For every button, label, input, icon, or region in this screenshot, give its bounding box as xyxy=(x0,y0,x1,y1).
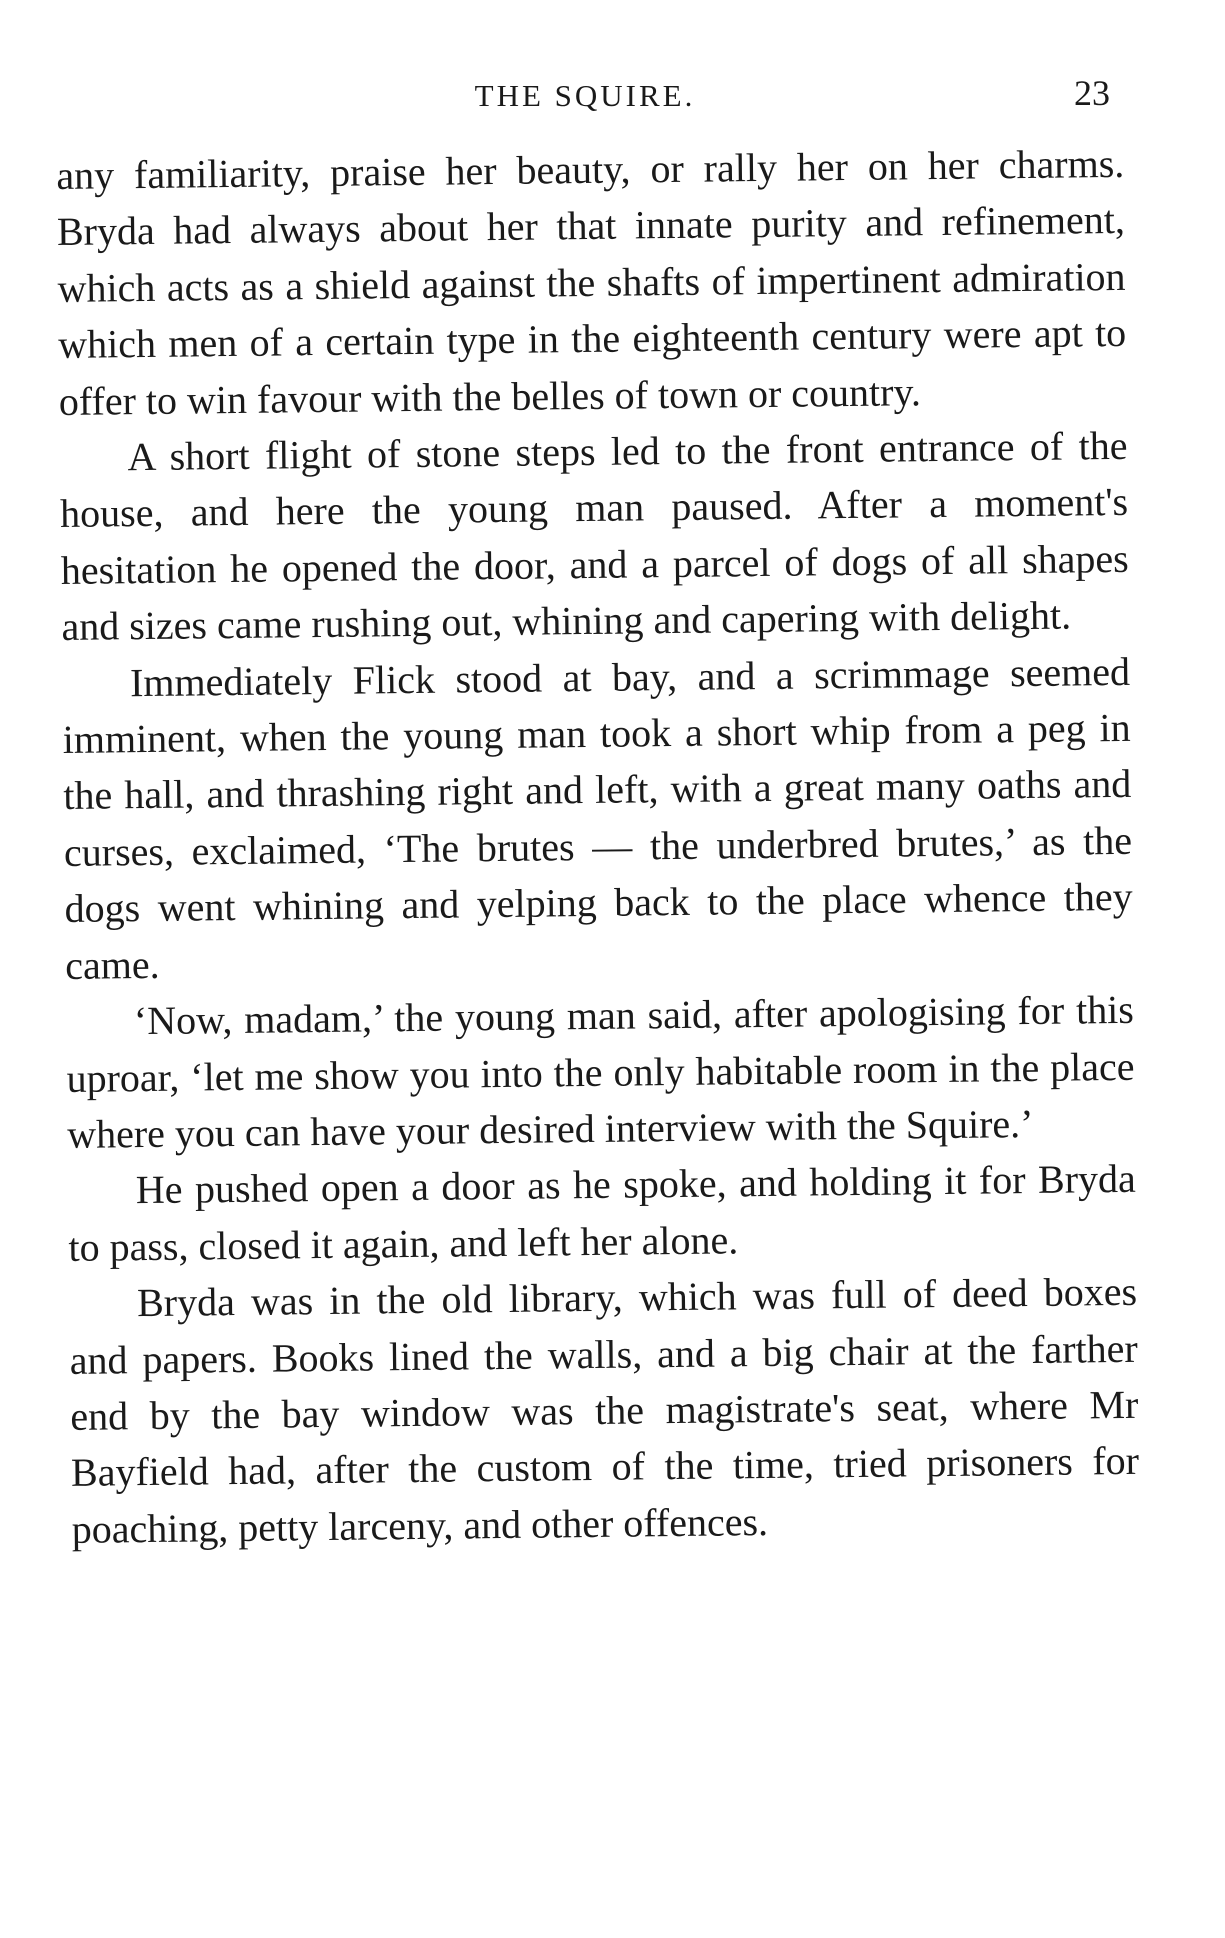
paragraph: A short flight of stone steps led to the front entrance of the house, and here the young man paused. After a moment's hesitation he opened the door, and a parcel of dogs of all shapes and sizes came rushing out, whining and capering with delight. xyxy=(59,422,1129,650)
paragraph: He pushed open a door as he spoke, and holding it for Bryda to pass, closed it again, and left her alone. xyxy=(68,1156,1137,1270)
paragraph: Immediately Flick stood at bay, and a scrimmage seemed imminent, when the young man took a short whip from a peg in the hall, and thrashing right and left, with a great many oaths and curses, exclaimed, ‘The brutes — the underbred brutes,’ as the dogs went whining and yelping back to the place whence they came. xyxy=(62,648,1133,988)
paragraph: Bryda was in the old library, which was full of deed boxes and papers. Books lined the walls, and a big chair at the farther end by the bay window was the magistrate's seat, where Mr Bayfield had, after the custom of the time, tried prisoners for poaching, petty larceny, and other offences. xyxy=(69,1268,1140,1552)
running-title: THE SQUIRE. xyxy=(474,78,696,113)
page-number: 23 xyxy=(1074,73,1110,113)
running-head xyxy=(60,72,1110,122)
paragraph-continued: any familiarity, praise her beauty, or rally her on her charms. Bryda had always about her that innate purity and refinement, which acts as a shield against the shafts of impertinent admiration which men of a certain type in the eighteenth century were apt to offer to win favour with the belles of town or country. xyxy=(56,140,1127,424)
paragraph: ‘Now, madam,’ the young man said, after apologising for this uproar, ‘let me show you into the only habitable room in the place where you can have your desired interview with the Squire.’ xyxy=(66,986,1135,1157)
text-body xyxy=(56,136,1140,1558)
